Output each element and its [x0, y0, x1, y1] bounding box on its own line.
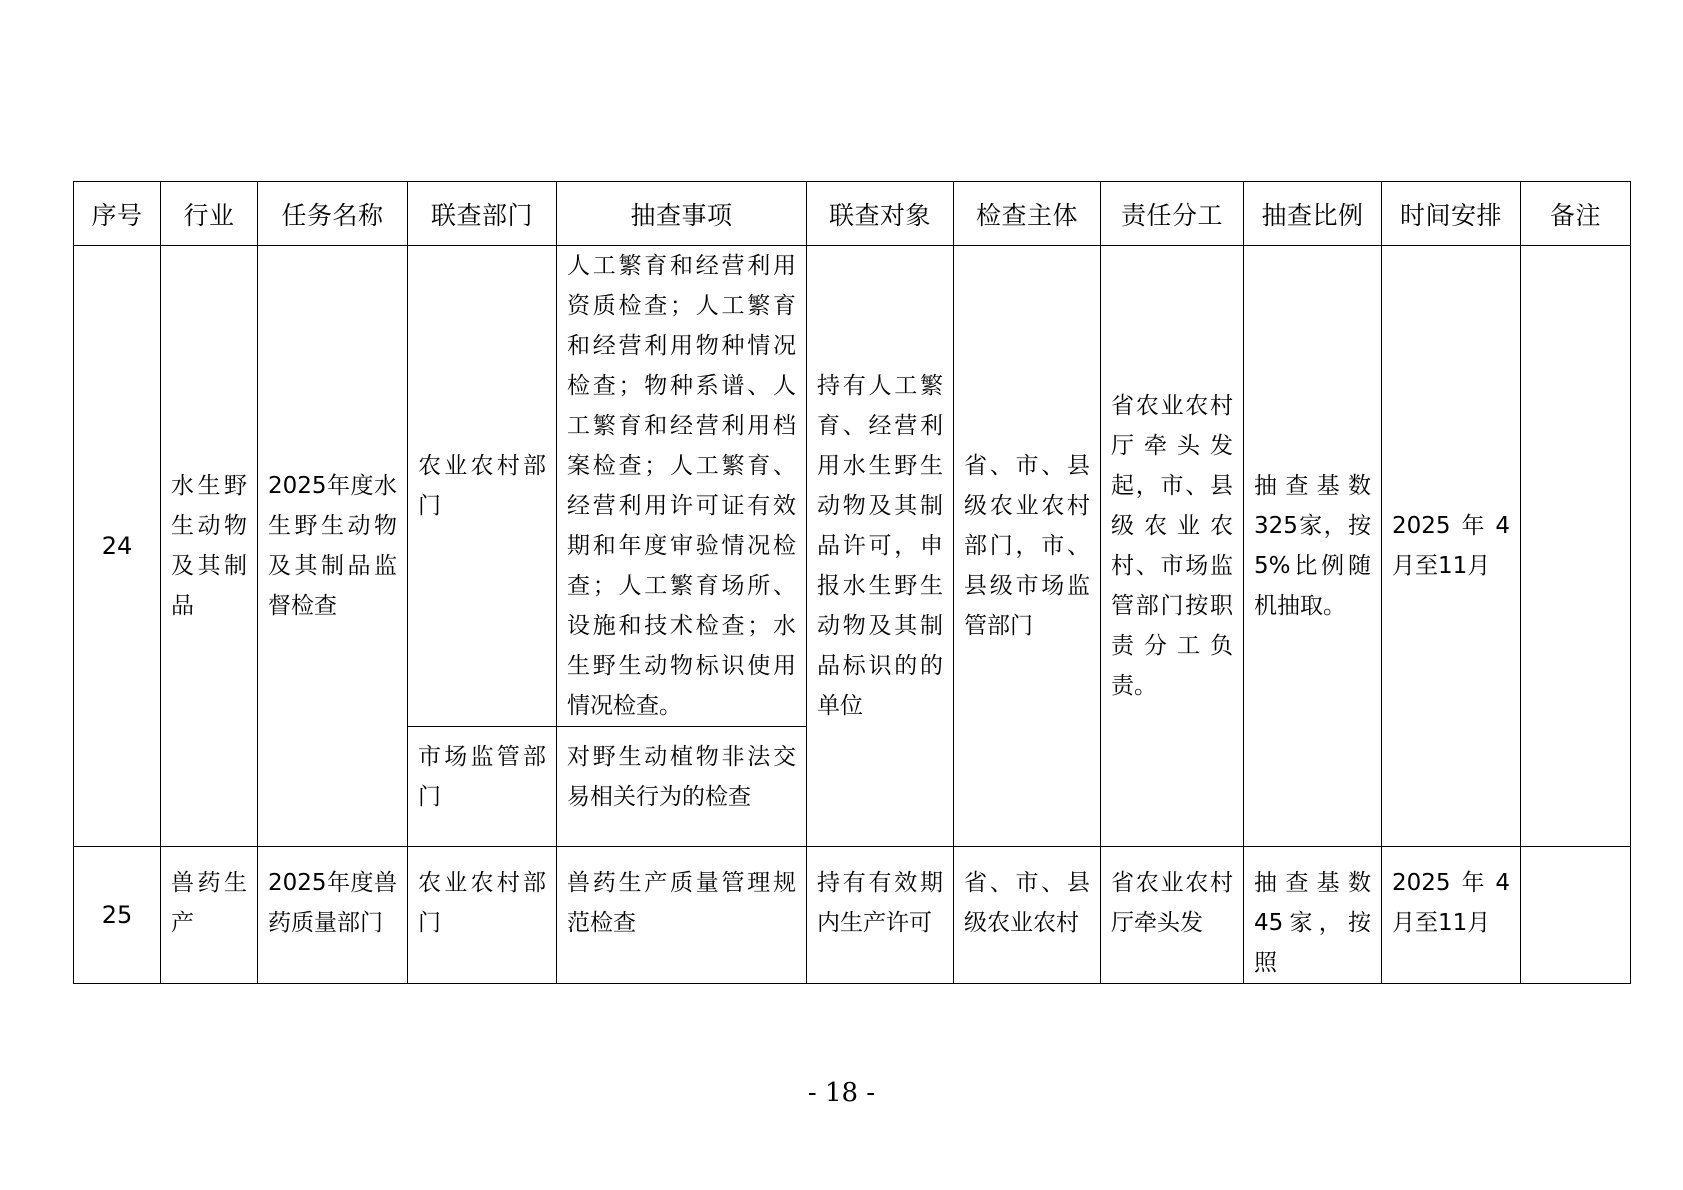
row-department: 农业农村部门 [408, 847, 557, 984]
row-target: 持有有效期内生产许可 [807, 847, 954, 984]
row-items: 人工繁育和经营利用资质检查；人工繁育和经营利用物种情况检查；物种系谱、人工繁育和经营利用档案检查；人工繁育、经营利用许可证有效期和年度审验情况检查；人工繁育场所、设施和技术检查；水生野生动物标识使用情况检查。 [557, 246, 807, 727]
row-responsibility: 省农业农村厅牵头发起，市、县级农业农村、市场监管部门按职责分工负责。 [1101, 246, 1244, 847]
table-row [74, 847, 1631, 984]
header-remark: 备注 [1521, 182, 1631, 246]
header-department: 联查部门 [408, 182, 557, 246]
row-items: 兽药生产质量管理规范检查 [557, 847, 807, 984]
row-schedule: 2025年4月至11月 [1382, 847, 1521, 984]
header-row [74, 182, 1631, 246]
header-subject: 检查主体 [954, 182, 1101, 246]
row-subject: 省、市、县级农业农村 [954, 847, 1101, 984]
row-industry: 兽药生产 [161, 847, 258, 984]
row-index: 25 [74, 847, 161, 984]
inspection-table [73, 181, 1631, 984]
row-schedule: 2025年4月至11月 [1382, 246, 1521, 847]
header-industry: 行业 [161, 182, 258, 246]
row-industry: 水生野生动物及其制品 [161, 246, 258, 847]
header-schedule: 时间安排 [1382, 182, 1521, 246]
row-ratio: 抽查基数325家，按5%比例随机抽取。 [1244, 246, 1382, 847]
row-task: 2025年度兽药质量部门 [258, 847, 408, 984]
table-row [74, 246, 1631, 727]
header-responsibility: 责任分工 [1101, 182, 1244, 246]
row-department: 农业农村部门 [408, 246, 557, 727]
header-task: 任务名称 [258, 182, 408, 246]
header-ratio: 抽查比例 [1244, 182, 1382, 246]
row-task: 2025年度水生野生动物及其制品监督检查 [258, 246, 408, 847]
row-remark [1521, 246, 1631, 847]
row-responsibility: 省农业农村厅牵头发 [1101, 847, 1244, 984]
header-items: 抽查事项 [557, 182, 807, 246]
row-subject: 省、市、县级农业农村部门，市、县级市场监管部门 [954, 246, 1101, 847]
header-index: 序号 [74, 182, 161, 246]
row-target: 持有人工繁育、经营利用水生野生动物及其制品许可，申报水生野生动物及其制品标识的的单位 [807, 246, 954, 847]
row-remark [1521, 847, 1631, 984]
row-items: 对野生动植物非法交易相关行为的检查 [557, 727, 807, 847]
row-department: 市场监管部门 [408, 727, 557, 847]
row-index: 24 [74, 246, 161, 847]
page-number: - 18 - [807, 1078, 876, 1108]
row-ratio: 抽查基数45家，按照 [1244, 847, 1382, 984]
header-target: 联查对象 [807, 182, 954, 246]
